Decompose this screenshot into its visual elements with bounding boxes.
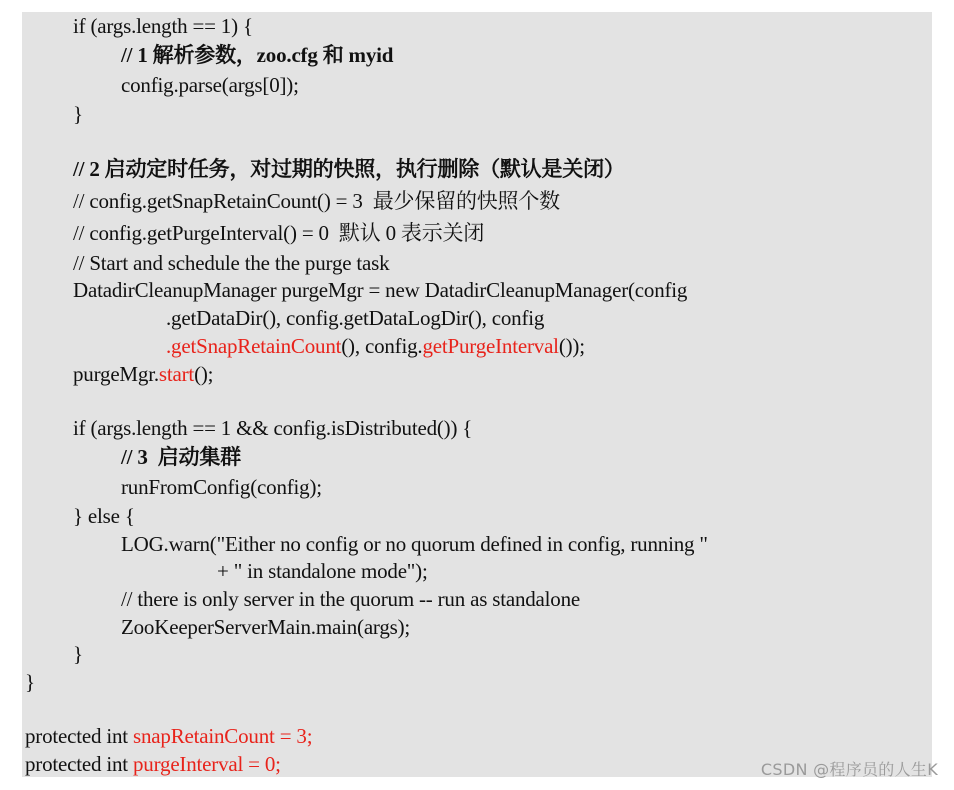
code-line: ZooKeeperServerMain.main(args); <box>121 615 411 639</box>
code-line <box>25 722 312 750</box>
code-fragment: (), config. <box>341 334 423 358</box>
method-start: start <box>158 362 195 386</box>
field-snap-retain-count: snapRetainCount = 3; <box>133 724 313 748</box>
method-snap-retain-count: .getSnapRetainCount <box>166 334 342 358</box>
code-comment: // 2 启动定时任务，对过期的快照，执行删除（默认是关闭） <box>73 157 625 181</box>
code-line: config.parse(args[0]); <box>121 73 299 97</box>
code-comment: // 3 启动集群 <box>121 445 241 469</box>
code-line: DatadirCleanupManager purgeMgr = new DatadirCleanupManager(config <box>73 278 688 302</box>
code-line: } <box>25 670 35 694</box>
code-line: LOG.warn("Either no config or no quorum defined in config, running " <box>121 532 708 556</box>
code-line: runFromConfig(config); <box>121 475 322 499</box>
code-fragment: protected int <box>25 752 133 776</box>
code-line: .getDataDir(), config.getDataLogDir(), config <box>166 306 545 330</box>
code-fragment: (); <box>194 362 214 386</box>
code-comment: // Start and schedule the the purge task <box>73 251 390 275</box>
code-line <box>73 360 213 388</box>
code-fragment: protected int <box>25 724 133 748</box>
field-purge-interval: purgeInterval = 0; <box>133 752 281 776</box>
code-line: } else { <box>73 504 135 528</box>
code-line: } <box>73 642 83 666</box>
code-line <box>166 332 585 360</box>
code-fragment: ()); <box>558 334 585 358</box>
code-panel <box>22 12 932 777</box>
method-purge-interval: getPurgeInterval <box>422 334 559 358</box>
code-line <box>25 750 281 778</box>
code-line: } <box>73 102 83 126</box>
code-comment: // config.getSnapRetainCount() = 3 最少保留的快照个数 <box>73 189 560 213</box>
code-comment: // there is only server in the quorum -- run as standalone <box>121 587 581 611</box>
code-comment: // 1 解析参数，zoo.cfg 和 myid <box>121 43 394 67</box>
code-line: + " in standalone mode"); <box>217 559 428 583</box>
csdn-watermark: CSDN @程序员的人生K <box>760 760 938 779</box>
code-comment: // config.getPurgeInterval() = 0 默认 0 表示关闭 <box>73 221 485 245</box>
code-line: if (args.length == 1 && config.isDistributed()) { <box>73 416 473 440</box>
code-fragment: purgeMgr. <box>73 362 159 386</box>
code-line: if (args.length == 1) { <box>73 14 253 38</box>
